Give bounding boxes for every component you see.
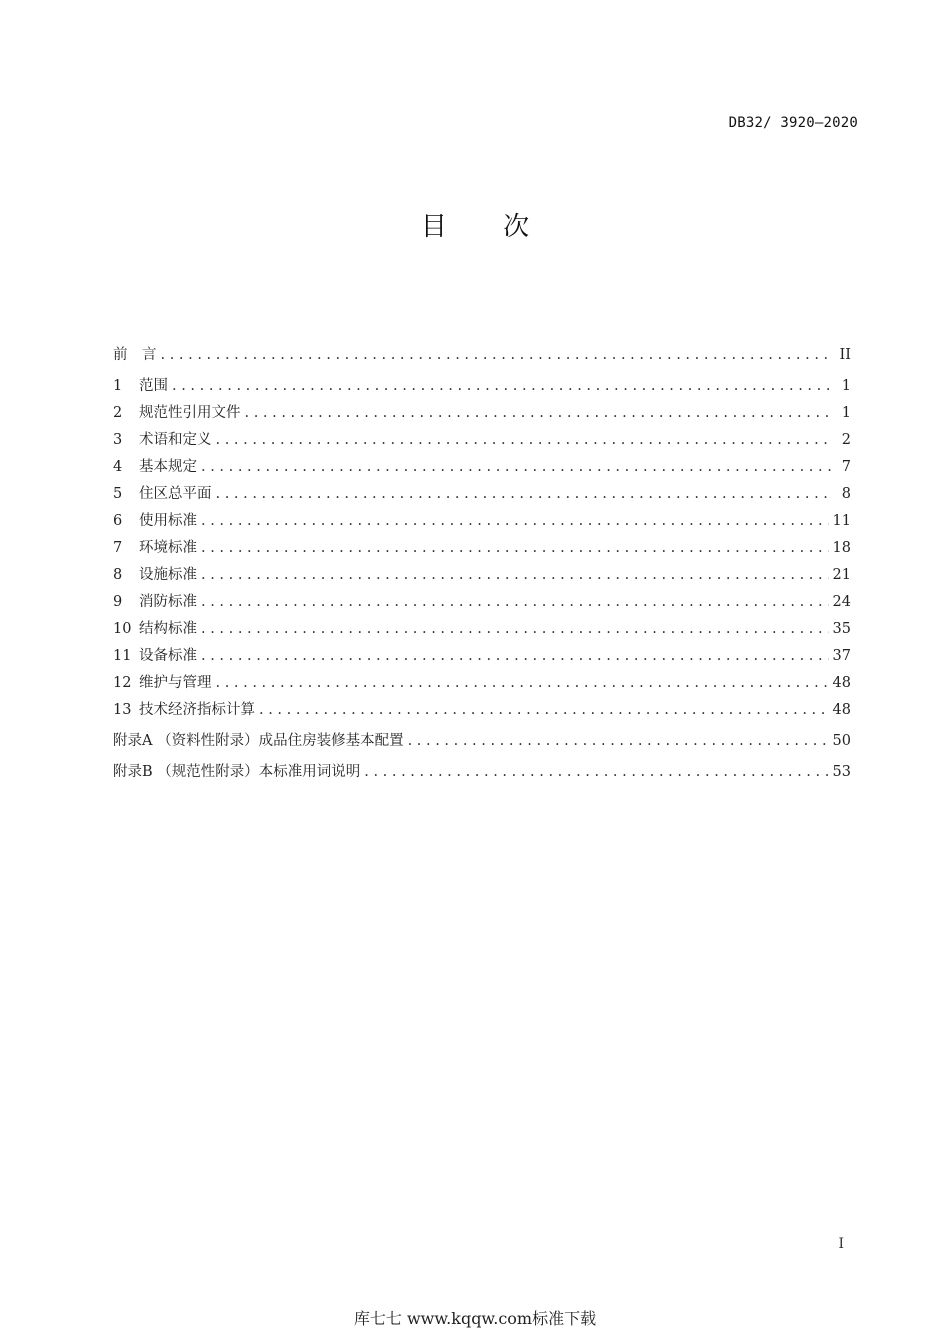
- toc-entry-2[interactable]: [113, 400, 851, 427]
- toc-entry-label: 附录B （规范性附录）本标准用词说明: [113, 764, 361, 780]
- toc-entry-9[interactable]: [113, 589, 851, 616]
- toc-entry-5[interactable]: [113, 481, 851, 508]
- toc-entry-appendix-a[interactable]: [113, 728, 851, 755]
- toc-entry-number: 1: [113, 378, 123, 394]
- toc-entry-number: 6: [113, 513, 123, 529]
- toc-entry-label: 环境标准: [139, 540, 197, 556]
- toc-entry-4[interactable]: [113, 454, 851, 481]
- toc-entry-number: 8: [113, 567, 123, 583]
- toc-leader-dots: [201, 562, 829, 589]
- toc-entry-13[interactable]: [113, 697, 851, 724]
- toc-entry-label: 附录A （资料性附录）成品住房装修基本配置: [113, 733, 404, 749]
- toc-leader-dots: [201, 643, 829, 670]
- page-number: I: [838, 1236, 844, 1252]
- toc-leader-dots: [408, 728, 829, 755]
- toc-leader-dots: [201, 454, 833, 481]
- toc-leader-dots: [172, 373, 833, 400]
- toc-entry-label: 维护与管理: [139, 675, 212, 691]
- toc-entry-page: 48: [832, 675, 851, 691]
- toc-entry-label: 结构标准: [139, 621, 197, 637]
- toc-entry-page: II: [839, 347, 851, 363]
- toc-entry-label: 使用标准: [139, 513, 197, 529]
- toc-leader-dots: [161, 342, 834, 369]
- toc-leader-dots: [259, 697, 829, 724]
- toc-entry-page: 8: [841, 486, 851, 502]
- toc-entry-label: 消防标准: [139, 594, 197, 610]
- toc-entry-page: 35: [832, 621, 851, 637]
- toc-leader-dots: [216, 427, 834, 454]
- page-title: 目 次: [420, 212, 554, 242]
- toc-entry-label: 住区总平面: [139, 486, 212, 502]
- toc-entry-3[interactable]: [113, 427, 851, 454]
- toc-entry-number: 5: [113, 486, 123, 502]
- toc-entry-page: 1: [841, 405, 851, 421]
- toc-entry-label: 技术经济指标计算: [139, 702, 255, 718]
- toc-entry-label: 前 言: [113, 347, 157, 363]
- toc-leader-dots: [364, 759, 828, 786]
- toc-entry-label: 规范性引用文件: [139, 405, 241, 421]
- toc-leader-dots: [201, 616, 829, 643]
- toc-entry-7[interactable]: [113, 535, 851, 562]
- toc-entry-number: 3: [113, 432, 123, 448]
- document-number: DB32/ 3920—2020: [728, 115, 858, 131]
- toc-entry-number: 11: [113, 648, 132, 664]
- toc-leader-dots: [245, 400, 834, 427]
- toc-entry-number: 12: [113, 675, 132, 691]
- toc-leader-dots: [201, 589, 829, 616]
- toc-entry-label: 范围: [139, 378, 168, 394]
- toc-entry-number: 7: [113, 540, 123, 556]
- toc-leader-dots: [201, 535, 829, 562]
- toc-entry-1[interactable]: [113, 373, 851, 400]
- toc-entry-page: 21: [832, 567, 851, 583]
- footer-watermark: 库七七 www.kqqw.com标准下载: [353, 1309, 597, 1328]
- toc-leader-dots: [216, 670, 829, 697]
- toc-entry-number: 10: [113, 621, 132, 637]
- toc-entry-page: 2: [841, 432, 851, 448]
- toc-entry-number: 13: [113, 702, 132, 718]
- toc-entry-label: 设备标准: [139, 648, 197, 664]
- toc-entry-label: 术语和定义: [139, 432, 212, 448]
- toc-entry-page: 7: [841, 459, 851, 475]
- toc-entry-12[interactable]: [113, 670, 851, 697]
- toc-entry-page: 50: [832, 733, 851, 749]
- toc-entry-page: 1: [841, 378, 851, 394]
- toc-entry-page: 48: [832, 702, 851, 718]
- toc-entry-page: 53: [832, 764, 851, 780]
- toc-entry-label: 基本规定: [139, 459, 197, 475]
- toc-entry-foreword[interactable]: [113, 342, 851, 369]
- toc-entry-number: 4: [113, 459, 123, 475]
- toc-entry-label: 设施标准: [139, 567, 197, 583]
- toc-entry-8[interactable]: [113, 562, 851, 589]
- toc-entry-6[interactable]: [113, 508, 851, 535]
- toc-entry-number: 2: [113, 405, 123, 421]
- table-of-contents: [113, 342, 851, 786]
- toc-entry-11[interactable]: [113, 643, 851, 670]
- toc-leader-dots: [216, 481, 834, 508]
- toc-entry-page: 11: [832, 513, 851, 529]
- toc-entry-appendix-b[interactable]: [113, 759, 851, 786]
- toc-leader-dots: [201, 508, 829, 535]
- toc-entry-10[interactable]: [113, 616, 851, 643]
- toc-entry-page: 37: [832, 648, 851, 664]
- toc-entry-page: 18: [832, 540, 851, 556]
- toc-entry-page: 24: [832, 594, 851, 610]
- toc-entry-number: 9: [113, 594, 123, 610]
